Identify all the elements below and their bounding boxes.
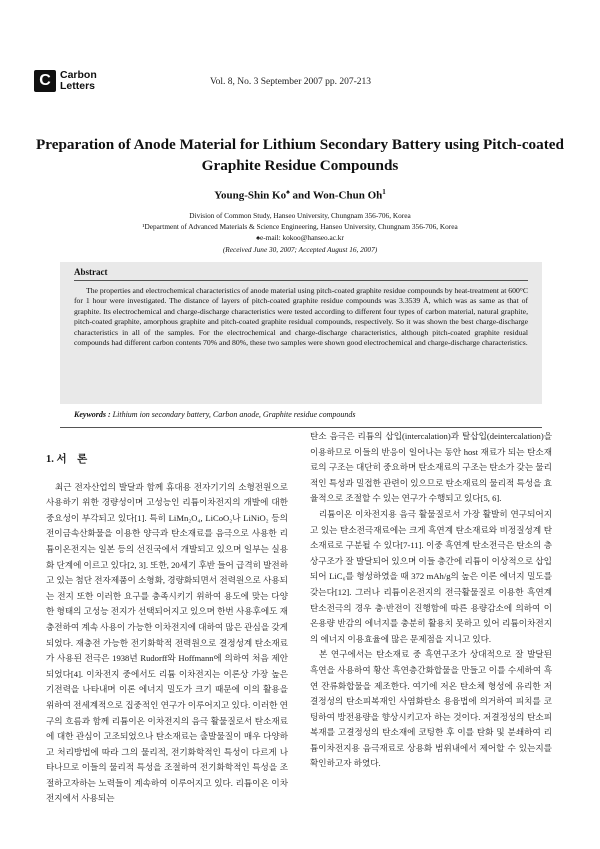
body-paragraph: 리튬이온 이차전지용 음극 활물질로서 가장 활발히 연구되어지고 있는 탄소전극재료에는 크게 흑연계 탄소재료와 비정질성계 탄소재료로 구분될 수 있다[7-11]. 이중 흑연계 탄소전극은 탄소의 층상구조가 잘 발달되어 있으며 이들 층간에 리튬이 이상적으로 삽입되어 LiC₆를 형성하였을 때 372 mAh/g의 높은 이론 에너지 밀도를 갖는다[12]. 그러나 리튬이온전지의 전극활물질로 이용한 흑연계 탄소전극의 경우 충·반전이 진행함에 따른 용량감소에 의하여 이온용량 반감의 에너지를 충분히 활용치 못하고 있어 리튬이차전지의 에너지 이용효율에 많은 문제점을 지니고 있다. <box>310 508 552 644</box>
journal-name-line2: Letters <box>60 80 96 92</box>
abstract-heading: Abstract <box>74 267 528 281</box>
received-dates: (Received June 30, 2007; Accepted August 16, 2007) <box>222 244 378 254</box>
divider-line <box>60 427 542 428</box>
keywords-label: Keywords : <box>74 410 111 419</box>
paper-title: Preparation of Anode Material for Lithium Secondary Battery using Pitch-coated Graphite Residue Compounds <box>36 136 564 174</box>
body-paragraph: 본 연구에서는 탄소재료 중 흑연구조가 상대적으로 잘 발달된 흑연을 사용하여 황산 흑연층간화합물을 만들고 이를 수세하여 흑연 잔류화합물을 제조한다. 여기에 저온 탄소체 형성에 유리한 저결정성의 탄소피복재인 사염화탄소 용융법에 의거하여 피치를 코팅하여 방전용량을 향상시키고자 하는 것이다. 저결정성의 탄소피복재를 고결정성의 탄소재에 코팅한 후 이를 탄화 및 분쇄하여 리튬이차전지용 음극재료로 상용화 범위내에서 제어할 수 있는지를 확인하고자 하였다. <box>310 649 552 769</box>
journal-name-line1: Carbon <box>60 69 97 81</box>
affiliations <box>0 210 600 255</box>
keywords-text: Lithium ion secondary battery, Carbon anode, Graphite residue compounds <box>110 410 356 419</box>
right-column <box>310 429 552 772</box>
affiliation-2: ¹Department of Advanced Materials & Science Engineering, Hanseo University, Chungnam 356-706, Korea <box>142 222 458 232</box>
journal-volume-info: Vol. 8, No. 3 September 2007 pp. 207-213 <box>210 77 372 87</box>
abstract-box <box>60 262 542 404</box>
section-heading: 1. 서 론 <box>46 454 88 465</box>
author-1-name: Young-Shin Ko <box>214 189 287 202</box>
author-list <box>0 188 600 202</box>
corresponding-email: ♠e-mail: kokoo@hanseo.ac.kr <box>256 233 344 243</box>
author-2-mark: 1 <box>382 188 386 196</box>
author-2-name: Won-Chun Oh <box>312 189 383 202</box>
author-separator: and <box>289 189 313 202</box>
left-column <box>46 429 288 807</box>
abstract-text: The properties and electrochemical characteristics of anode material using pitch-coated graphite residue compounds by heat-treatment at 600°C for 1 hour were investigated. The distance of layers of pitch-coated graphite residue compounds was 3.3539 Å, which was as same as that of graphite. Its electrochemical and charge-discharge characteristics were tested according to different four types of carbon material, natural graphite, pitch-coated graphite, amorphous graphite and pitch-coated graphite residual compounds, respectively. So it was shown the best charge-discharge characteristics in all of the samples. For the electrochemical and charge-discharge characteristics, although pitch-coated graphite residual compounds had different carbon contents 70% and 80%, these two samples were shown good electrochemical and charge-discharge characteristics. <box>74 286 528 348</box>
body-paragraph: 최근 전자산업의 발달과 함께 휴대용 전자기기의 소형전원으로 사용하기 위한 경량성이며 고성능인 리튬이차전지의 개발에 대한 중요성이 부각되고 있다[1]. 특히 LiMn₂O₄, LiCoO₂나 LiNiO₂ 등의 전이금속산화물을 이용한 양극과 탄소재료를 음극으로 사용한 리튬이온전지는 일본 등의 선진국에서 개발되고 있으며 일부는 실용화 단계에 이르고 있다[2, 3]. 또한, 20세기 후반 들어 급격히 발전하고 있는 첨단 전자제품이 소형화, 경량화되면서 전력원으로 사용되는 전지 또한 이러한 요구를 충족시키기 위하여 용도에 맞는 다양한 형태의 고성능 전지가 선택되어지고 있으며 한번 사용후에도 재충전하여 계속 사용이 가능한 이차전지에 대하여 많은 관심을 갖게 되었다. 재충전 가능한 전기화학적 전력원으로 결정성계 탄소재료가 사용된 전극은 1938년 Rudorff와 Hoffmann에 의하여 처음 제안되었다[4]. 이차전지 중에서도 리튬 이차전지는 이론상 가장 높은 기전력을 나타내며 이론 에너지 밀도가 크기 때문에 이의 활용을 위하여 전세계적으로 집중적인 연구가 이루어지고 있다. 이러한 연구의 흐름과 함께 리튬이온 이차전지의 음극 활물질로서 탄소재료에 대한 관심이 고조되었으나 탄소재료는 출발물질이 매우 다양하고 처리방법에 따라 그의 물리적, 전기화학적인 특성이 다르게 나타나므로 이들의 물리적 특성을 조절하여 전기화학적인 특성을 조절하고자하는 노력들이 계속하여 이루어지고 있다. 리튬이온 이차전지에서 사용되는 <box>46 481 288 804</box>
affiliation-1: Division of Common Study, Hanseo University, Chungnam 356-706, Korea <box>189 211 411 220</box>
journal-logo <box>34 70 97 92</box>
carbon-logo-icon: C <box>34 70 56 92</box>
journal-name <box>60 70 97 92</box>
keywords-line <box>74 410 355 419</box>
body-paragraph: 탄소 음극은 리튬의 삽입(intercalation)과 탈삽입(deintercalation)을 이용하므로 이들의 반응이 일어나는 동안 host 재료가 되는 탄소재료의 구조는 대단히 중요하며 탄소재료의 구조는 탄소가 갖는 물리적인 특성과 밀접한 관련이 있으므로 탄소재료의 물리적 특성을 효율적으로 조절할 수 있는 연구가 수행되고 있다[5, 6]. <box>310 431 552 504</box>
author-1-mark: ♠ <box>286 188 290 196</box>
